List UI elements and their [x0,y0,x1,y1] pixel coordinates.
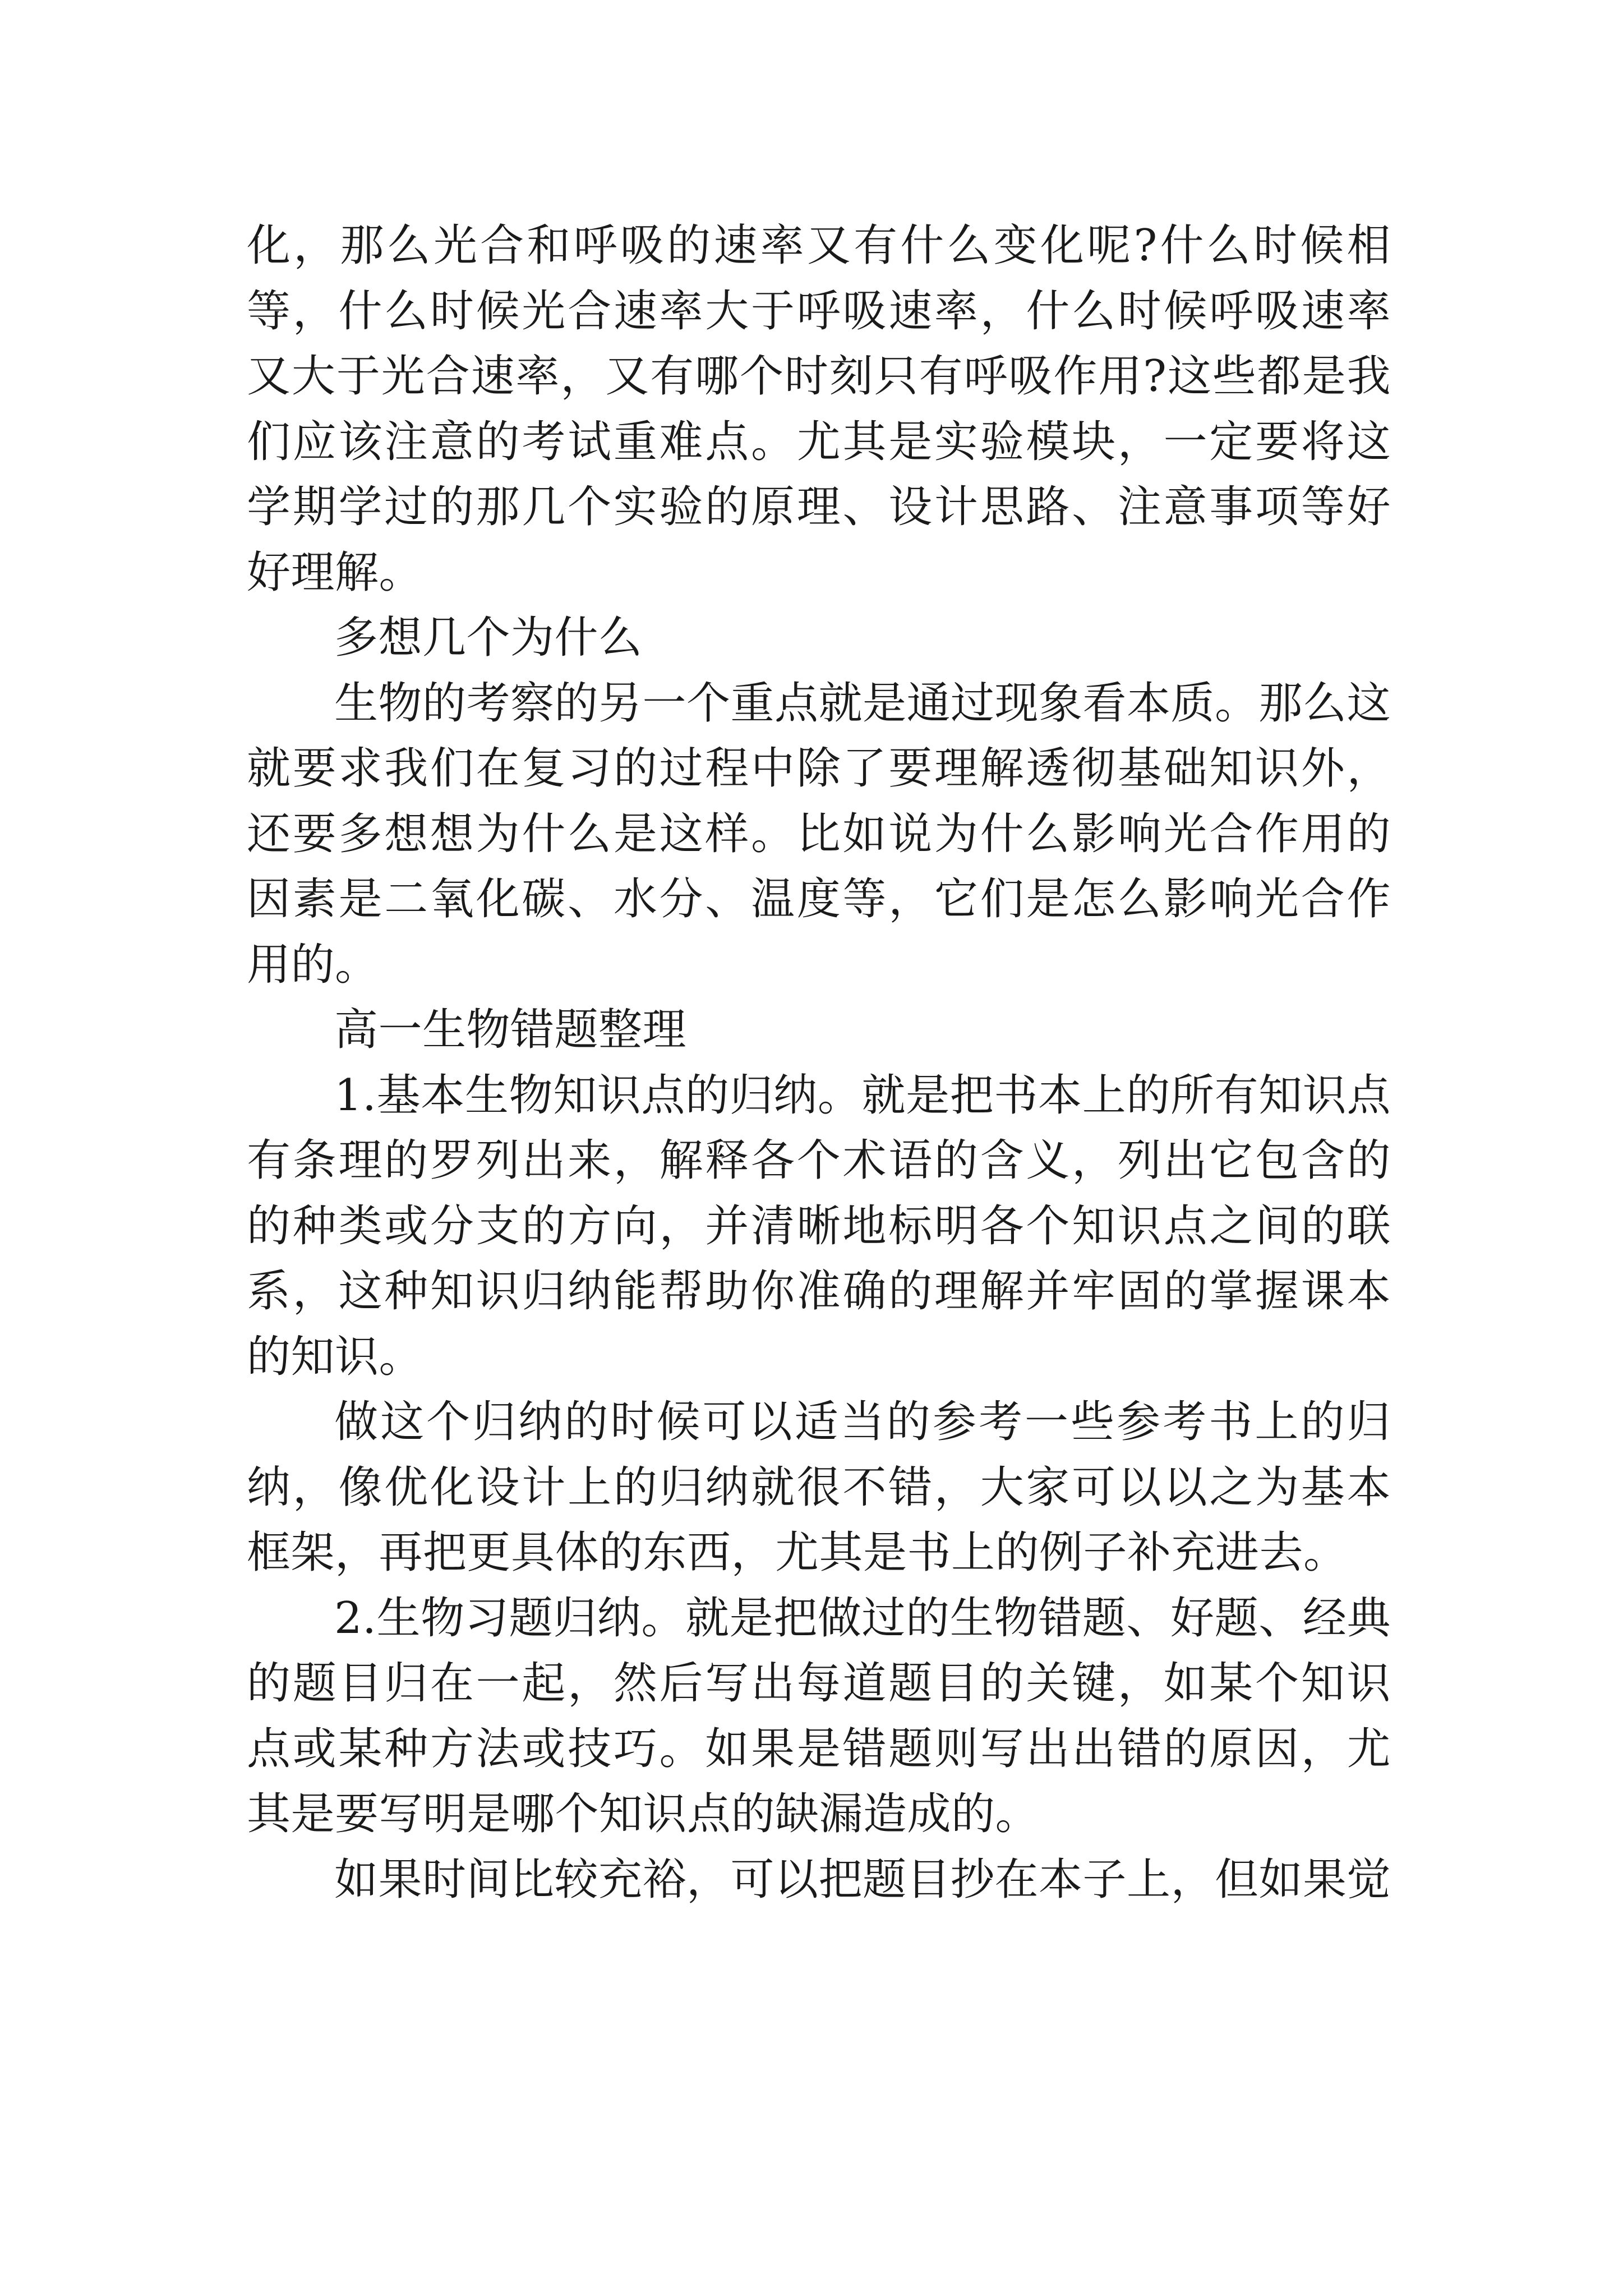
document-body [247,213,1391,1912]
paragraph-continuation: 化，那么光合和呼吸的速率又有什么变化呢?什么时候相等，什么时候光合速率大于呼吸速率，什么时候呼吸速率又大于光合速率，又有哪个时刻只有呼吸作用?这些都是我们应该注意的考试重难点。尤其是实验模块，一定要将这学期学过的那几个实验的原理、设计思路、注意事项等好好理解。 [247,220,1391,598]
paragraph: 1.基本生物知识点的归纳。就是把书本上的所有知识点有条理的罗列出来，解释各个术语的含义，列出它包含的的种类或分支的方向，并清晰地标明各个知识点之间的联系，这种知识归纳能帮助你准确的理解并牢固的掌握课本的知识。 [247,1070,1391,1382]
paragraph: 做这个归纳的时候可以适当的参考一些参考书上的归纳，像优化设计上的归纳就很不错，大家可以以之为基本框架，再把更具体的东西，尤其是书上的例子补充进去。 [247,1397,1391,1578]
section-heading: 高一生物错题整理 [334,1005,687,1055]
section-heading: 多想几个为什么 [334,613,643,663]
paragraph: 生物的考察的另一个重点就是通过现象看本质。那么这就要求我们在复习的过程中除了要理解透彻基础知识外，还要多想想为什么是这样。比如说为什么影响光合作用的因素是二氧化碳、水分、温度等，它们是怎么影响光合作用的。 [247,678,1391,990]
paragraph: 如果时间比较充裕，可以把题目抄在本子上，但如果觉 [334,1854,1391,1905]
paragraph: 2.生物习题归纳。就是把做过的生物错题、好题、经典的题目归在一起，然后写出每道题目的关键，如某个知识点或某种方法或技巧。如果是错题则写出出错的原因，尤其是要写明是哪个知识点的缺漏造成的。 [247,1593,1391,1839]
